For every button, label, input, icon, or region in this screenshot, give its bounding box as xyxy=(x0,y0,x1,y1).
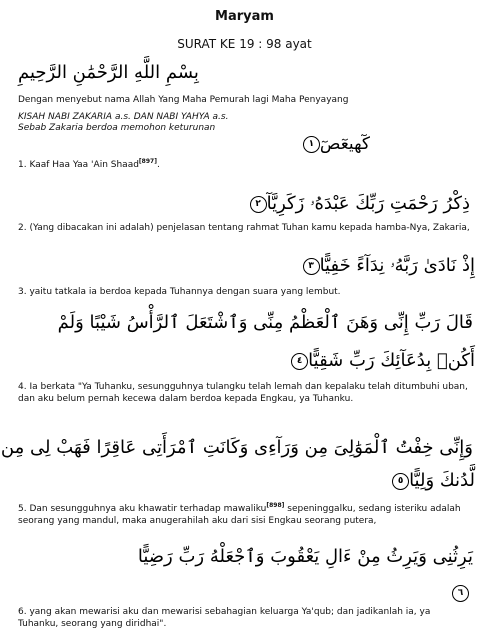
verse-2-translation: 2. (Yang dibacakan ini adalah) penjelasan tentang rahmat Tuhan kamu kepada hamba-Nya, Zakaria, xyxy=(18,223,470,233)
verse-4-translation: 4. Ia berkata "Ya Tuhanku, sesungguhnya tulangku telah lemah dan kepalaku telah ditumbuhi uban, dan aku belum pernah kecewa dalam berdoa kepada Engkau, ya Tuhanku. xyxy=(18,382,468,404)
ayah-number-badge: ٢ xyxy=(250,196,267,213)
verse-6-translation: 6. yang akan mewarisi aku dan mewarisi sebahagian keluarga Ya'qub; dan jadikanlah ia, ya Tuhanku, seorang yang diridhai". xyxy=(18,607,431,629)
section-title: KISAH NABI ZAKARIA a.s. DAN NABI YAHYA a.s. xyxy=(18,112,229,122)
verse-6-number xyxy=(452,583,469,602)
verse-3-arabic: إِذْ نَادَىٰ رَبَّهُۥ نِدَآءً خَفِيًّا٣ xyxy=(200,255,475,276)
verse-6-arabic: يَرِثُنِى وَيَرِثُ مِنْ ءَالِ يَعْقُوبَ وَٱجْعَلْهُ رَبِّ رَضِيًّا xyxy=(137,546,473,567)
section-subtitle: Sebab Zakaria berdoa memohon keturunan xyxy=(18,123,216,133)
footnote-marker[interactable]: [898] xyxy=(266,502,285,509)
surah-info: SURAT KE 19 : 98 ayat xyxy=(177,37,312,51)
bismillah-arabic: بِسْمِ اللَّهِ الرَّحْمَٰنِ الرَّحِيمِ xyxy=(18,62,199,83)
verse-3-translation: 3. yaitu tatkala ia berdoa kepada Tuhannya dengan suara yang lembut. xyxy=(18,287,341,297)
verse-5-arabic-line-1: وَإِنِّى خِفْتُ ٱلْمَوَٰلِىَ مِن وَرَآءِى وَكَانَتِ ٱمْرَأَتِى عَاقِرًا فَهَبْ لِى مِن xyxy=(0,437,473,458)
ayah-number-badge: ٣ xyxy=(303,258,320,275)
verse-5-arabic-line-2: لَّدُنكَ وَلِيًّا٥ xyxy=(300,470,475,491)
ayah-number-badge: ٦ xyxy=(452,585,469,602)
verse-1-translation: 1. Kaaf Haa Yaa 'Ain Shaad[897]. xyxy=(18,158,160,170)
page-title: Maryam xyxy=(215,9,274,24)
verse-2-arabic: ذِكْرُ رَحْمَتِ رَبِّكَ عَبْدَهُۥ زَكَرِيَّآ٢ xyxy=(100,193,470,214)
verse-5-translation: 5. Dan sesungguhnya aku khawatir terhadap mawaliku[898] sepeninggalku, sedang isteriku adalah seorang yang mandul, maka anugerahilah aku dari sisi Engkau seorang putera, xyxy=(18,502,461,526)
verse-4-arabic-line-2: أَكُنۢ بِدُعَآئِكَ رَبِّ شَقِيًّا٤ xyxy=(170,350,475,371)
bismillah-translation: Dengan menyebut nama Allah Yang Maha Pemurah lagi Maha Penyayang xyxy=(18,95,349,105)
ayah-number-badge: ٥ xyxy=(392,473,409,490)
ayah-number-badge: ٤ xyxy=(291,353,308,370)
verse-1-arabic: كٓهيعٓصٓ١ xyxy=(240,134,370,154)
verse-4-arabic-line-1: قَالَ رَبِّ إِنِّى وَهَنَ ٱلْعَظْمُ مِنِّى وَٱشْتَعَلَ ٱلرَّأْسُ شَيْبًا وَلَمْ xyxy=(57,312,473,333)
footnote-marker[interactable]: [897] xyxy=(138,158,157,165)
ayah-number-badge: ١ xyxy=(303,136,320,153)
